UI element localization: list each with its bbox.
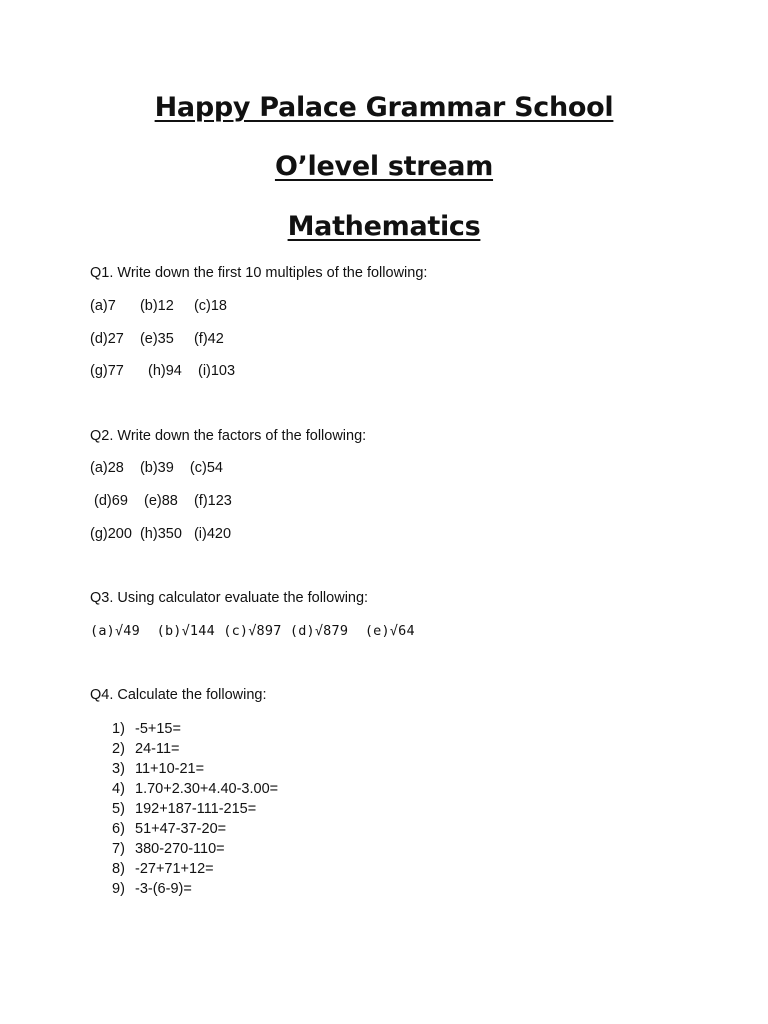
item-expression: 11+10-21= (135, 761, 205, 777)
item-expression: 380-270-110= (135, 841, 225, 857)
q2-line-3: (g)200 (h)350 (i)420 (90, 526, 232, 542)
item-expression: -3-(6-9)= (135, 881, 192, 897)
q4-list (112, 719, 278, 899)
item-number: 1) (112, 721, 125, 737)
item-number: 2) (112, 741, 125, 757)
list-item (112, 799, 278, 819)
q1-line-3: (g)77 (h)94 (i)103 (90, 363, 236, 379)
item-expression: 51+47-37-20= (135, 821, 227, 837)
stream-heading: O’level stream (274, 151, 494, 182)
item-number: 4) (112, 781, 125, 797)
list-item (112, 779, 278, 799)
item-expression: -27+71+12= (135, 861, 214, 877)
item-number: 9) (112, 881, 125, 897)
q3-line: (a)√49 (b)√144 (c)√897 (d)√879 (e)√64 (90, 623, 415, 639)
list-item (112, 859, 278, 879)
item-expression: -5+15= (135, 721, 181, 737)
q2-line-1: (a)28 (b)39 (c)54 (90, 460, 223, 476)
q1-prompt: Q1. Write down the first 10 multiples of the following: (90, 265, 428, 281)
item-expression: 192+187-111-215= (135, 801, 257, 817)
q4-prompt: Q4. Calculate the following: (90, 687, 267, 703)
list-item (112, 719, 278, 739)
list-item (112, 759, 278, 779)
item-number: 6) (112, 821, 125, 837)
q2-prompt: Q2. Write down the factors of the following: (90, 428, 367, 444)
list-item (112, 739, 278, 759)
q1-line-1: (a)7 (b)12 (c)18 (90, 298, 227, 314)
list-item (112, 879, 278, 899)
item-number: 5) (112, 801, 125, 817)
item-number: 8) (112, 861, 125, 877)
item-number: 7) (112, 841, 125, 857)
school-name-heading: Happy Palace Grammar School (154, 92, 614, 123)
subject-heading: Mathematics (287, 211, 481, 242)
item-number: 3) (112, 761, 125, 777)
list-item (112, 819, 278, 839)
q2-line-2: (d)69 (e)88 (f)123 (90, 493, 232, 509)
item-expression: 24-11= (135, 741, 180, 757)
list-item (112, 839, 278, 859)
q1-line-2: (d)27 (e)35 (f)42 (90, 331, 224, 347)
q3-prompt: Q3. Using calculator evaluate the following: (90, 590, 369, 606)
item-expression: 1.70+2.30+4.40-3.00= (135, 781, 279, 797)
